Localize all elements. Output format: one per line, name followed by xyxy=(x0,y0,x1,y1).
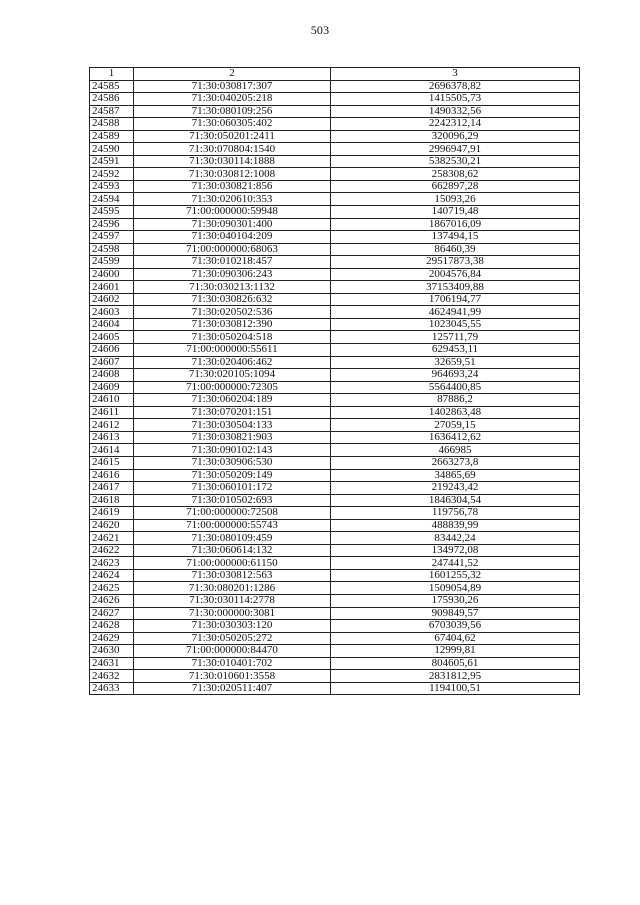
column-header-2: 2 xyxy=(134,68,331,81)
table-row xyxy=(90,507,580,520)
value-cell: 83442,24 xyxy=(331,532,580,545)
row-number-cell: 24596 xyxy=(90,218,134,231)
cadastral-number-cell: 71:30:020105:1094 xyxy=(134,369,331,382)
value-cell: 1490332,56 xyxy=(331,105,580,118)
page-number: 503 xyxy=(310,23,330,37)
value-cell: 32659,51 xyxy=(331,356,580,369)
row-number-cell: 24604 xyxy=(90,318,134,331)
column-header-3: 3 xyxy=(331,68,580,81)
value-cell: 37153409,88 xyxy=(331,281,580,294)
table-row xyxy=(90,406,580,419)
table-row xyxy=(90,607,580,620)
table-row xyxy=(90,456,580,469)
row-number-cell: 24599 xyxy=(90,256,134,269)
table-row xyxy=(90,180,580,193)
value-cell: 247441,52 xyxy=(331,557,580,570)
row-number-cell: 24620 xyxy=(90,519,134,532)
cadastral-number-cell: 71:30:040104:209 xyxy=(134,231,331,244)
value-cell: 466985 xyxy=(331,444,580,457)
cadastral-number-cell: 71:30:030114:1888 xyxy=(134,155,331,168)
row-number-cell: 24623 xyxy=(90,557,134,570)
cadastral-number-cell: 71:30:020511:407 xyxy=(134,682,331,695)
cadastral-number-cell: 71:30:070201:151 xyxy=(134,406,331,419)
row-number-cell: 24624 xyxy=(90,569,134,582)
value-cell: 87886,2 xyxy=(331,394,580,407)
cadastral-number-cell: 71:30:030826:632 xyxy=(134,293,331,306)
row-number-cell: 24615 xyxy=(90,456,134,469)
row-number-cell: 24626 xyxy=(90,594,134,607)
table-row xyxy=(90,444,580,457)
table-row xyxy=(90,193,580,206)
value-cell: 140719,48 xyxy=(331,206,580,219)
row-number-cell: 24606 xyxy=(90,344,134,357)
row-number-cell: 24608 xyxy=(90,369,134,382)
row-number-cell: 24591 xyxy=(90,155,134,168)
row-number-cell: 24598 xyxy=(90,243,134,256)
cadastral-number-cell: 71:00:000000:61150 xyxy=(134,557,331,570)
table-row xyxy=(90,620,580,633)
table-row xyxy=(90,143,580,156)
cadastral-number-cell: 71:30:010401:702 xyxy=(134,657,331,670)
row-number-cell: 24616 xyxy=(90,469,134,482)
table-row xyxy=(90,582,580,595)
cadastral-number-cell: 71:30:030504:133 xyxy=(134,419,331,432)
cadastral-number-cell: 71:30:030114:2778 xyxy=(134,594,331,607)
value-cell: 15093,26 xyxy=(331,193,580,206)
row-number-cell: 24607 xyxy=(90,356,134,369)
table-row xyxy=(90,482,580,495)
table-row xyxy=(90,670,580,683)
row-number-cell: 24588 xyxy=(90,118,134,131)
cadastral-number-cell: 71:30:000000:3081 xyxy=(134,607,331,620)
table-row xyxy=(90,519,580,532)
value-cell: 6703039,56 xyxy=(331,620,580,633)
table-row xyxy=(90,645,580,658)
table-row xyxy=(90,318,580,331)
value-cell: 909849,57 xyxy=(331,607,580,620)
cadastral-number-cell: 71:30:010601:3558 xyxy=(134,670,331,683)
table-row xyxy=(90,93,580,106)
table-row xyxy=(90,281,580,294)
table-row xyxy=(90,344,580,357)
row-number-cell: 24593 xyxy=(90,180,134,193)
value-cell: 119756,78 xyxy=(331,507,580,520)
table-row xyxy=(90,369,580,382)
cadastral-number-cell: 71:00:000000:84470 xyxy=(134,645,331,658)
table-row xyxy=(90,256,580,269)
cadastral-number-cell: 71:30:090306:243 xyxy=(134,268,331,281)
cadastral-number-cell: 71:30:030817:307 xyxy=(134,80,331,93)
table-row xyxy=(90,105,580,118)
value-cell: 67404,62 xyxy=(331,632,580,645)
value-cell: 175930,26 xyxy=(331,594,580,607)
cadastral-number-cell: 71:00:000000:72305 xyxy=(134,381,331,394)
row-number-cell: 24594 xyxy=(90,193,134,206)
value-cell: 1846304,54 xyxy=(331,494,580,507)
table-row xyxy=(90,532,580,545)
value-cell: 219243,42 xyxy=(331,482,580,495)
value-cell: 2242312,14 xyxy=(331,118,580,131)
row-number-cell: 24595 xyxy=(90,206,134,219)
row-number-cell: 24617 xyxy=(90,482,134,495)
row-number-cell: 24611 xyxy=(90,406,134,419)
row-number-cell: 24592 xyxy=(90,168,134,181)
row-number-cell: 24621 xyxy=(90,532,134,545)
value-cell: 5382530,21 xyxy=(331,155,580,168)
value-cell: 662897,28 xyxy=(331,180,580,193)
row-number-cell: 24600 xyxy=(90,268,134,281)
table-row xyxy=(90,293,580,306)
table-header xyxy=(90,68,580,81)
row-number-cell: 24625 xyxy=(90,582,134,595)
value-cell: 1415505,73 xyxy=(331,93,580,106)
value-cell: 34865,69 xyxy=(331,469,580,482)
table-row xyxy=(90,243,580,256)
table-row xyxy=(90,218,580,231)
value-cell: 320096,29 xyxy=(331,130,580,143)
row-number-cell: 24603 xyxy=(90,306,134,319)
table-row xyxy=(90,206,580,219)
cadastral-number-cell: 71:30:060101:172 xyxy=(134,482,331,495)
row-number-cell: 24614 xyxy=(90,444,134,457)
cadastral-number-cell: 71:30:060305:402 xyxy=(134,118,331,131)
row-number-cell: 24587 xyxy=(90,105,134,118)
value-cell: 125711,79 xyxy=(331,331,580,344)
row-number-cell: 24628 xyxy=(90,620,134,633)
value-cell: 4624941,99 xyxy=(331,306,580,319)
value-cell: 2663273,8 xyxy=(331,456,580,469)
row-number-cell: 24627 xyxy=(90,607,134,620)
value-cell: 1706194,77 xyxy=(331,293,580,306)
cadastral-number-cell: 71:30:050209:149 xyxy=(134,469,331,482)
table-row xyxy=(90,394,580,407)
cadastral-number-cell: 71:30:030821:903 xyxy=(134,431,331,444)
row-number-cell: 24609 xyxy=(90,381,134,394)
table-row xyxy=(90,594,580,607)
table-row xyxy=(90,118,580,131)
value-cell: 1636412,62 xyxy=(331,431,580,444)
row-number-cell: 24631 xyxy=(90,657,134,670)
row-number-cell: 24586 xyxy=(90,93,134,106)
value-cell: 86460,39 xyxy=(331,243,580,256)
row-number-cell: 24590 xyxy=(90,143,134,156)
cadastral-number-cell: 71:30:050205:272 xyxy=(134,632,331,645)
value-cell: 1509054,89 xyxy=(331,582,580,595)
column-header-1: 1 xyxy=(90,68,134,81)
cadastral-number-cell: 71:30:030906:530 xyxy=(134,456,331,469)
table-row xyxy=(90,469,580,482)
cadastral-number-cell: 71:30:030303:120 xyxy=(134,620,331,633)
table-row xyxy=(90,431,580,444)
value-cell: 12999,81 xyxy=(331,645,580,658)
value-cell: 1194100,51 xyxy=(331,682,580,695)
table-row xyxy=(90,231,580,244)
cadastral-number-cell: 71:30:050204:518 xyxy=(134,331,331,344)
row-number-cell: 24602 xyxy=(90,293,134,306)
cadastral-number-cell: 71:30:020610:353 xyxy=(134,193,331,206)
value-cell: 27059,15 xyxy=(331,419,580,432)
value-cell: 488839,99 xyxy=(331,519,580,532)
row-number-cell: 24597 xyxy=(90,231,134,244)
cadastral-number-cell: 71:30:030812:1008 xyxy=(134,168,331,181)
cadastral-number-cell: 71:30:030812:390 xyxy=(134,318,331,331)
cadastral-number-cell: 71:30:030812:563 xyxy=(134,569,331,582)
cadastral-number-cell: 71:30:090102:143 xyxy=(134,444,331,457)
cadastral-number-cell: 71:00:000000:72508 xyxy=(134,507,331,520)
value-cell: 1402863,48 xyxy=(331,406,580,419)
table-row xyxy=(90,356,580,369)
row-number-cell: 24622 xyxy=(90,544,134,557)
cadastral-number-cell: 71:00:000000:55743 xyxy=(134,519,331,532)
table-row xyxy=(90,494,580,507)
row-number-cell: 24605 xyxy=(90,331,134,344)
value-cell: 1023045,55 xyxy=(331,318,580,331)
row-number-cell: 24629 xyxy=(90,632,134,645)
value-cell: 137494,15 xyxy=(331,231,580,244)
cadastral-number-cell: 71:30:060614:132 xyxy=(134,544,331,557)
row-number-cell: 24618 xyxy=(90,494,134,507)
row-number-cell: 24619 xyxy=(90,507,134,520)
table-row xyxy=(90,331,580,344)
value-cell: 1867016,09 xyxy=(331,218,580,231)
row-number-cell: 24632 xyxy=(90,670,134,683)
row-number-cell: 24630 xyxy=(90,645,134,658)
cadastral-number-cell: 71:30:030213:1132 xyxy=(134,281,331,294)
table-row xyxy=(90,544,580,557)
value-cell: 964693,24 xyxy=(331,369,580,382)
table-row xyxy=(90,130,580,143)
table-row xyxy=(90,168,580,181)
cadastral-number-cell: 71:30:020502:536 xyxy=(134,306,331,319)
cadastral-number-cell: 71:00:000000:68063 xyxy=(134,243,331,256)
value-cell: 629453,11 xyxy=(331,344,580,357)
table-row xyxy=(90,632,580,645)
value-cell: 2004576,84 xyxy=(331,268,580,281)
table-row xyxy=(90,682,580,695)
cadastral-number-cell: 71:00:000000:55611 xyxy=(134,344,331,357)
cadastral-number-cell: 71:30:070804:1540 xyxy=(134,143,331,156)
cadastral-number-cell: 71:30:080201:1286 xyxy=(134,582,331,595)
row-number-cell: 24633 xyxy=(90,682,134,695)
value-cell: 1601255,32 xyxy=(331,569,580,582)
value-cell: 804605,61 xyxy=(331,657,580,670)
data-table xyxy=(89,67,580,695)
table-row xyxy=(90,155,580,168)
table-body xyxy=(90,80,580,695)
cadastral-number-cell: 71:30:090301:400 xyxy=(134,218,331,231)
cadastral-number-cell: 71:30:040205:218 xyxy=(134,93,331,106)
cadastral-number-cell: 71:30:030821:856 xyxy=(134,180,331,193)
value-cell: 2696378,82 xyxy=(331,80,580,93)
value-cell: 2996947,91 xyxy=(331,143,580,156)
table-row xyxy=(90,569,580,582)
cadastral-number-cell: 71:30:050201:2411 xyxy=(134,130,331,143)
row-number-cell: 24589 xyxy=(90,130,134,143)
table-row xyxy=(90,557,580,570)
value-cell: 134972,08 xyxy=(331,544,580,557)
value-cell: 29517873,38 xyxy=(331,256,580,269)
row-number-cell: 24610 xyxy=(90,394,134,407)
cadastral-number-cell: 71:30:010502:693 xyxy=(134,494,331,507)
row-number-cell: 24585 xyxy=(90,80,134,93)
table-row xyxy=(90,657,580,670)
table-row xyxy=(90,80,580,93)
header-row xyxy=(90,68,580,81)
table-row xyxy=(90,419,580,432)
row-number-cell: 24613 xyxy=(90,431,134,444)
cadastral-number-cell: 71:30:080109:459 xyxy=(134,532,331,545)
table-row xyxy=(90,381,580,394)
table-row xyxy=(90,306,580,319)
value-cell: 2831812,95 xyxy=(331,670,580,683)
row-number-cell: 24601 xyxy=(90,281,134,294)
cadastral-number-cell: 71:00:000000:59948 xyxy=(134,206,331,219)
cadastral-number-cell: 71:30:020406:462 xyxy=(134,356,331,369)
row-number-cell: 24612 xyxy=(90,419,134,432)
cadastral-number-cell: 71:30:010218:457 xyxy=(134,256,331,269)
table-row xyxy=(90,268,580,281)
cadastral-number-cell: 71:30:080109:256 xyxy=(134,105,331,118)
value-cell: 5564400,85 xyxy=(331,381,580,394)
value-cell: 258308,62 xyxy=(331,168,580,181)
cadastral-number-cell: 71:30:060204:189 xyxy=(134,394,331,407)
